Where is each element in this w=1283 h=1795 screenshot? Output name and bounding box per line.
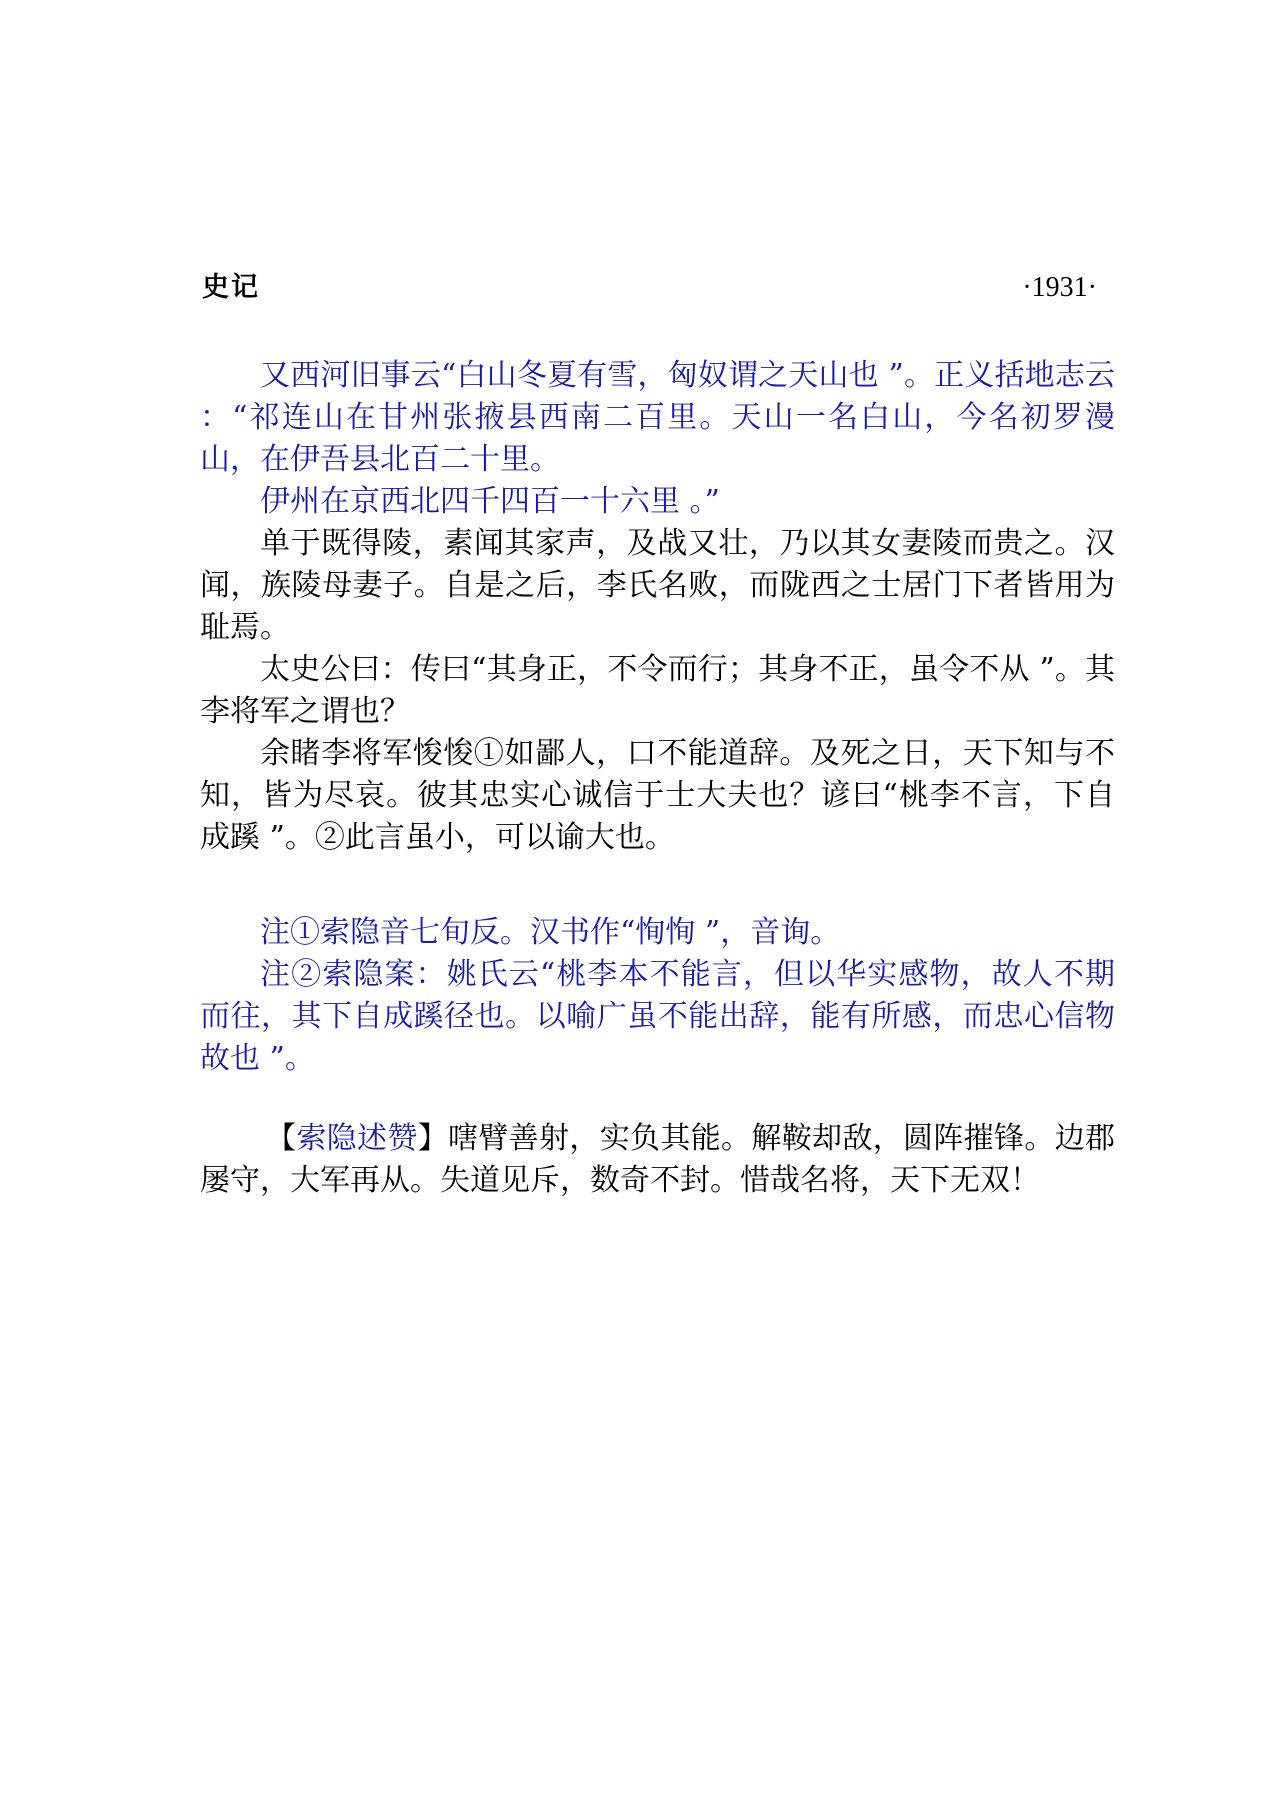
book-title: 史记 xyxy=(202,272,260,303)
annotation-paragraph-1: 又西河旧事云“白山冬夏有雪，匈奴谓之天山也 ”。正义括地志云 ：“祁连山在甘州张掖县西南二百里。天山一名白山，今名初罗漫山，在伊吾县北百二十里。 xyxy=(200,358,1115,477)
zan-label: 索隐述赞 xyxy=(296,1121,418,1156)
zan-paragraph xyxy=(200,1118,1115,1202)
zan-close-bracket: 】 xyxy=(417,1121,449,1156)
note-2: 注②索隐案：姚氏云“桃李本不能言，但以华实感物，故人不期而往，其下自成蹊径也。以喻广虽不能出辞，能有所感，而忠心信物故也 ”。 xyxy=(200,957,1115,1076)
body-paragraph-3: 余睹李将军悛悛①如鄙人，口不能道辞。及死之日，天下知与不知，皆为尽哀。彼其忠实心诚信于士大夫也？谚曰“桃李不言，下自成蹊 ”。②此言虽小，可以谕大也。 xyxy=(200,736,1115,855)
body-paragraph-2: 太史公曰：传曰“其身正，不令而行；其身不正，虽令不从 ”。其李将军之谓也？ xyxy=(200,652,1115,729)
notes-block xyxy=(200,912,1115,1080)
page-header xyxy=(202,268,1097,308)
page-number: ·1931· xyxy=(1022,272,1097,303)
note-1: 注①索隐音七旬反。汉书作“恂恂 ”，音询。 xyxy=(260,915,841,950)
body-paragraph-1: 单于既得陵，素闻其家声，及战又壮，乃以其女妻陵而贵之。汉闻，族陵母妻子。自是之后，李氏名败，而陇西之士居门下者皆用为耻焉。 xyxy=(200,526,1115,645)
annotation-paragraph-2: 伊州在京西北四千四百一十六里 。” xyxy=(260,484,720,519)
zan-open-bracket: 【 xyxy=(266,1121,297,1156)
zan-block xyxy=(200,1118,1115,1202)
zan-text: 嗐臂善射，实负其能。解鞍却敌，圆阵摧锋。边郡屡守，大军再从。失道见斥，数奇不封。惜哉名将，天下无双！ xyxy=(200,1121,1116,1198)
annotation-block xyxy=(200,355,1115,859)
